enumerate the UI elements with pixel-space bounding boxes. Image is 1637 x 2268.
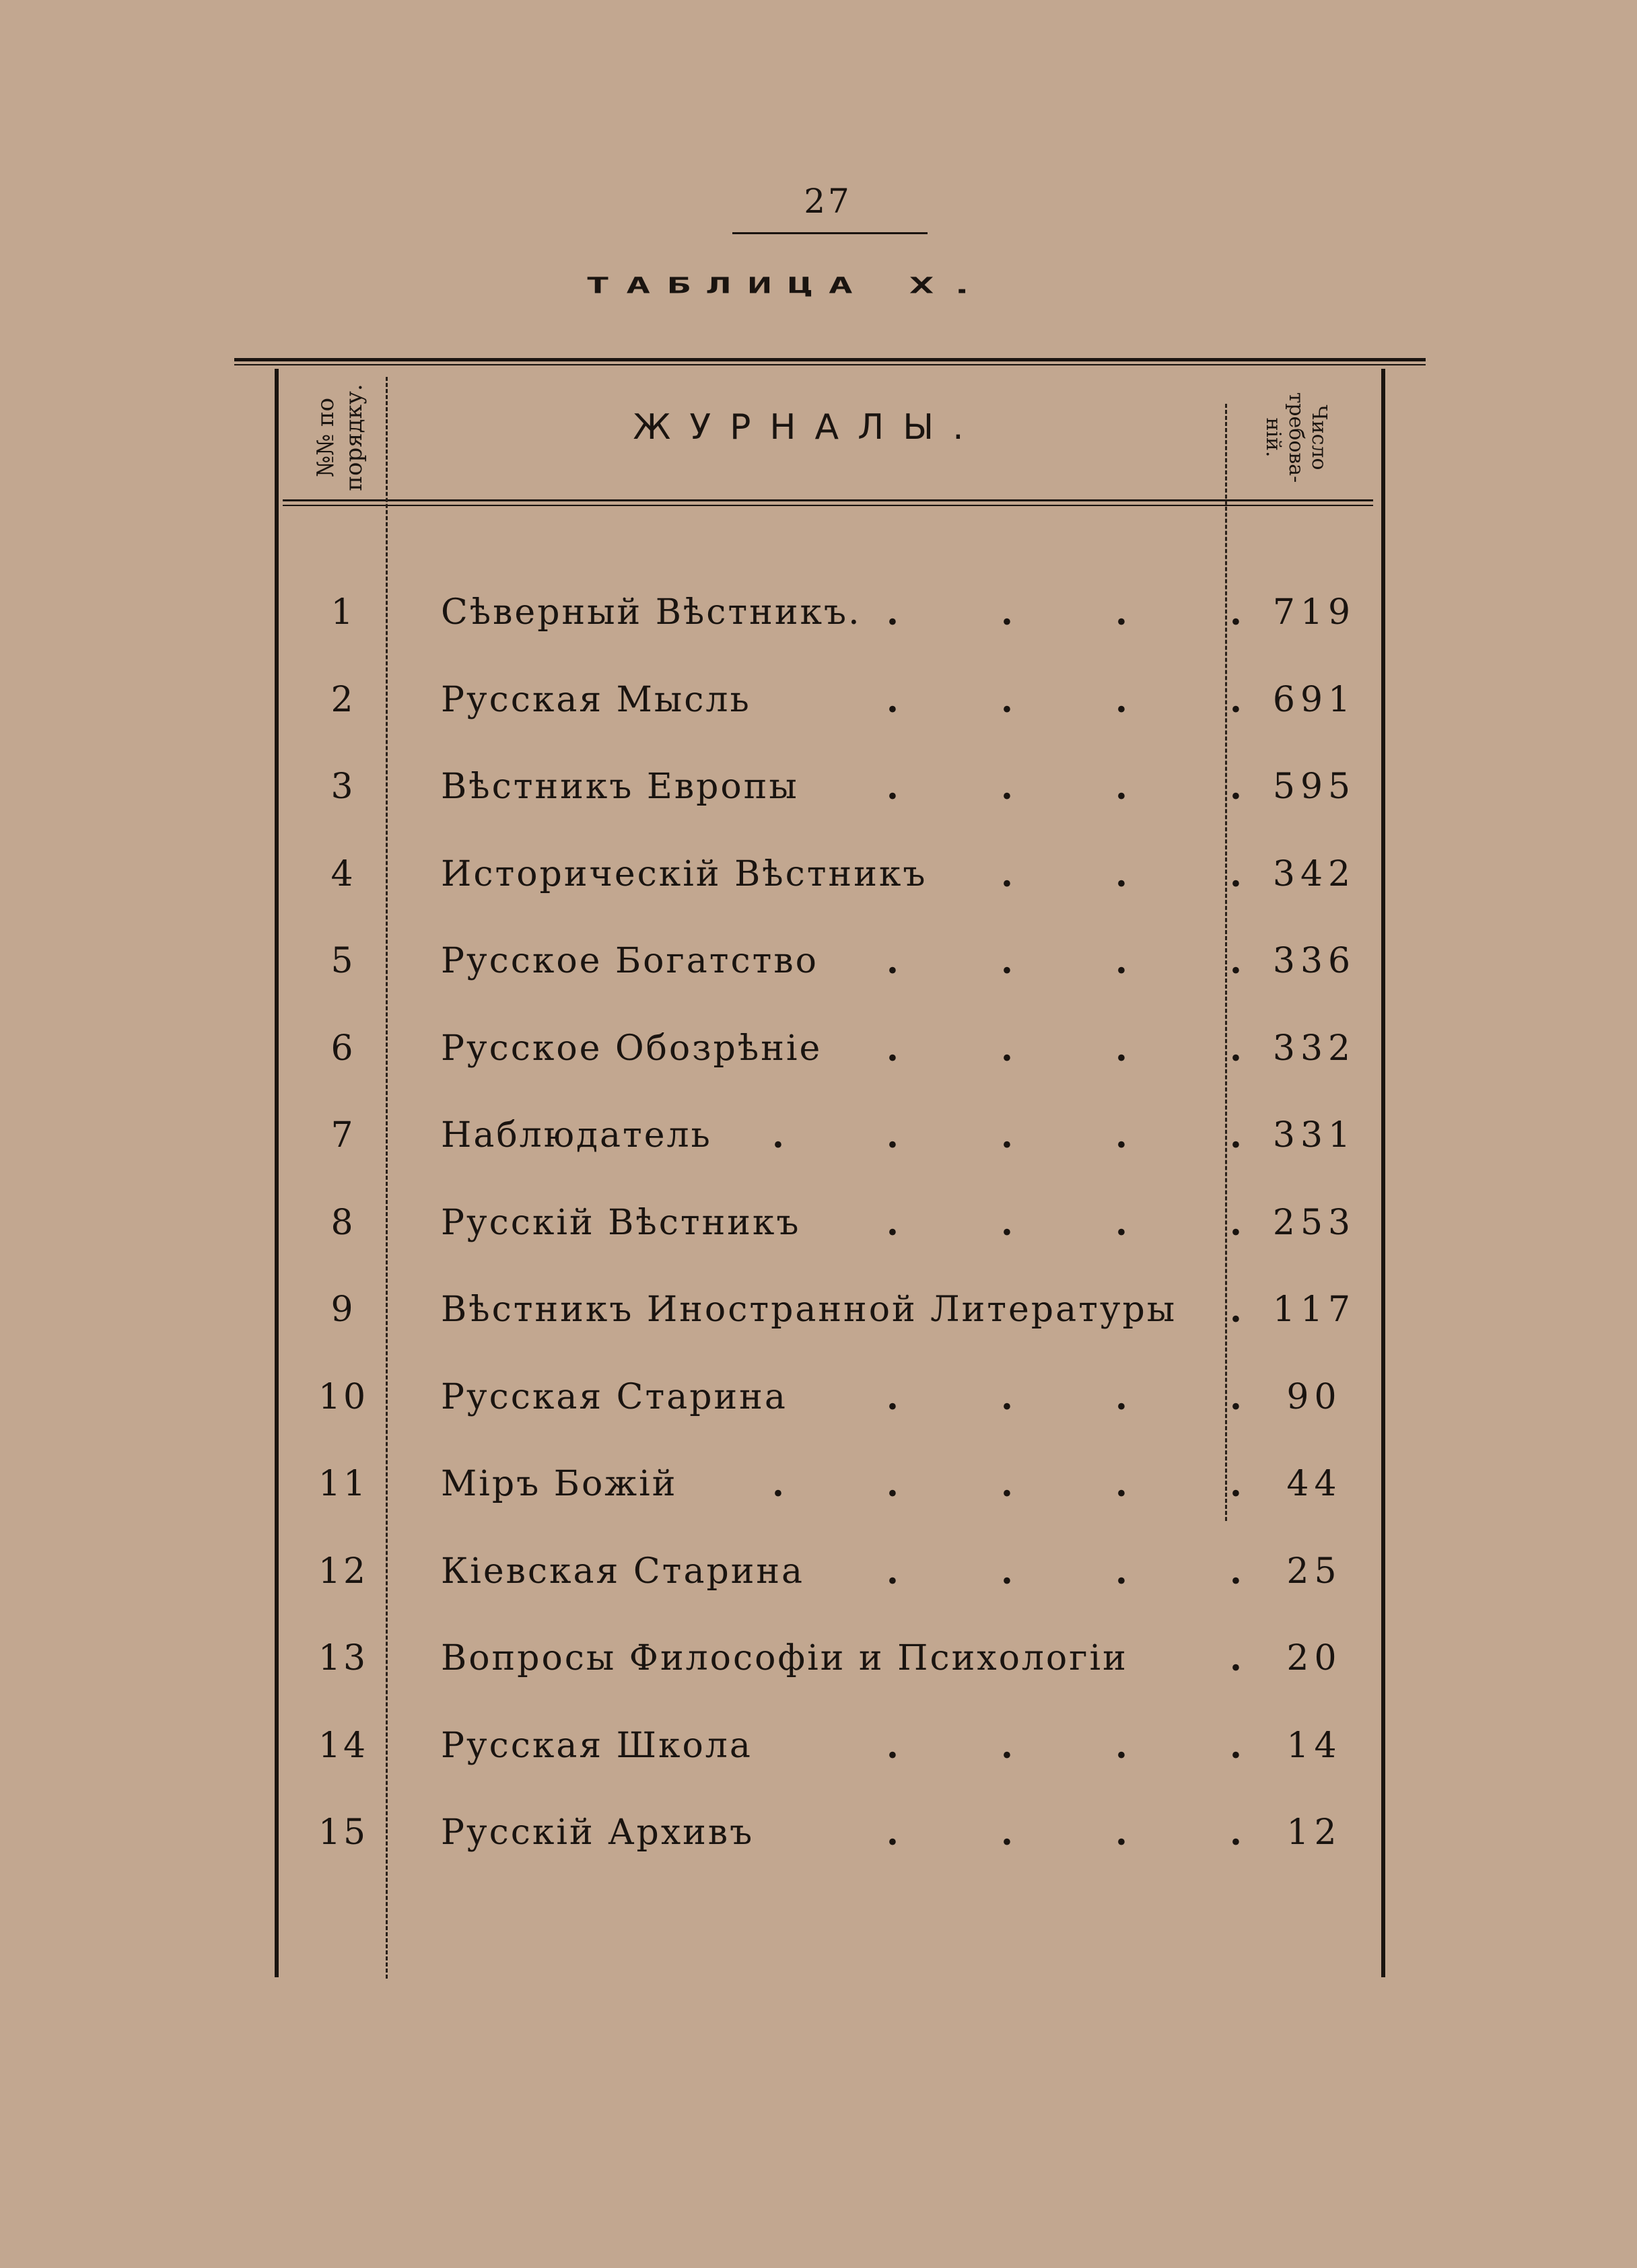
leader-dots: . . . . . <box>771 1115 1242 1156</box>
table-row <box>276 767 1380 841</box>
request-count: 20 <box>1286 1638 1342 1678</box>
table-title: ТАБЛИЦА X. <box>586 273 991 299</box>
journal-name: Русскій Архивъ <box>441 1812 755 1853</box>
table-row <box>276 1551 1380 1625</box>
table-row <box>276 1203 1380 1277</box>
journal-name: Историческій Вѣстникъ <box>441 853 928 894</box>
row-number: 10 <box>318 1376 369 1417</box>
leader-dots: . <box>1229 1638 1242 1679</box>
leader-dots: . . . . <box>886 767 1242 808</box>
row-number: 4 <box>330 853 356 894</box>
row-number: 11 <box>318 1464 369 1504</box>
request-count: 336 <box>1272 941 1356 981</box>
table-row <box>276 1726 1380 1800</box>
row-number: 6 <box>330 1028 356 1069</box>
request-count: 25 <box>1286 1551 1342 1592</box>
leader-dots: . . . <box>1000 853 1242 895</box>
request-count: 44 <box>1286 1464 1342 1504</box>
count-header-line2: требова- <box>1284 392 1308 483</box>
leader-dots: . . . . <box>886 1028 1242 1069</box>
journal-name: Наблюдатель <box>441 1115 712 1156</box>
table-row <box>276 1115 1380 1189</box>
request-count: 332 <box>1272 1028 1356 1069</box>
journal-name: Русская Школа <box>441 1725 753 1766</box>
table-row <box>276 941 1380 1015</box>
table-top-rule-thin <box>234 364 1426 365</box>
row-number: 15 <box>318 1812 369 1853</box>
leader-dots: . . . . <box>886 1202 1242 1244</box>
request-count: 117 <box>1272 1289 1356 1330</box>
request-count: 90 <box>1286 1376 1342 1417</box>
journal-name: Міръ Божій <box>441 1464 678 1504</box>
journal-name: Русское Обозрѣніе <box>441 1028 823 1069</box>
count-header-line1: Число <box>1307 404 1331 470</box>
row-number: 9 <box>330 1289 356 1330</box>
table-row <box>276 592 1380 666</box>
page-number-rule <box>732 232 928 234</box>
journal-name: Русская Старина <box>441 1376 788 1417</box>
table-right-border <box>1381 369 1385 1977</box>
header-bottom-rule <box>283 499 1373 501</box>
request-count: 595 <box>1272 767 1356 807</box>
leader-dots: . . . . <box>886 941 1242 982</box>
request-count: 331 <box>1272 1115 1356 1156</box>
journal-name: Кіевская Старина <box>441 1551 805 1592</box>
table-row <box>276 1638 1380 1712</box>
leader-dots: . . . . <box>886 1551 1242 1592</box>
count-header-line3: ній. <box>1261 417 1285 458</box>
row-number: 12 <box>318 1551 369 1592</box>
table-row <box>276 680 1380 754</box>
journal-name: Русскій Вѣстникъ <box>441 1202 801 1243</box>
leader-dots: . . . . <box>886 592 1242 633</box>
number-header-line2: порядку. <box>341 384 368 491</box>
request-count: 14 <box>1286 1725 1342 1766</box>
leader-dots: . . . . <box>886 1812 1242 1853</box>
row-number: 13 <box>318 1638 369 1678</box>
row-number: 1 <box>330 592 356 633</box>
request-count: 719 <box>1272 592 1356 633</box>
table-row <box>276 1377 1380 1451</box>
journal-name: Вѣстникъ Европы <box>441 767 799 807</box>
table-row <box>276 1028 1380 1102</box>
leader-dots: . . . . <box>886 679 1242 721</box>
row-number: 3 <box>330 767 356 807</box>
number-header-line1: №№ по <box>312 397 339 478</box>
row-number: 7 <box>330 1115 356 1156</box>
table-top-rule <box>234 358 1426 361</box>
leader-dots: . . . . . <box>771 1464 1242 1505</box>
header-bottom-rule-thin <box>283 505 1373 506</box>
row-number: 8 <box>330 1202 356 1243</box>
request-count: 691 <box>1272 679 1356 720</box>
table-row <box>276 854 1380 928</box>
journal-name: Сѣверный Вѣстникъ. <box>441 592 862 633</box>
journal-name: Русская Мысль <box>441 679 751 720</box>
row-number: 5 <box>330 941 356 981</box>
journals-column-header: ЖУРНАЛЫ. <box>633 407 983 448</box>
table-row <box>276 1289 1380 1363</box>
journal-name: Русское Богатство <box>441 941 818 981</box>
row-number: 14 <box>318 1725 369 1766</box>
table-row <box>276 1464 1380 1538</box>
leader-dots: . . . . <box>886 1725 1242 1767</box>
leader-dots: . <box>1229 1289 1242 1331</box>
page-number: 27 <box>804 182 852 221</box>
count-column-header <box>1222 377 1370 498</box>
table-row <box>276 1812 1380 1886</box>
request-count: 12 <box>1286 1812 1342 1853</box>
request-count: 253 <box>1272 1202 1356 1243</box>
request-count: 342 <box>1272 853 1356 894</box>
row-number: 2 <box>330 679 356 720</box>
leader-dots: . . . . <box>886 1376 1242 1418</box>
journal-name: Вѣстникъ Иностранной Литературы <box>441 1289 1177 1330</box>
journal-name: Вопросы Философіи и Психологіи <box>441 1638 1128 1678</box>
number-column-header <box>276 377 404 498</box>
